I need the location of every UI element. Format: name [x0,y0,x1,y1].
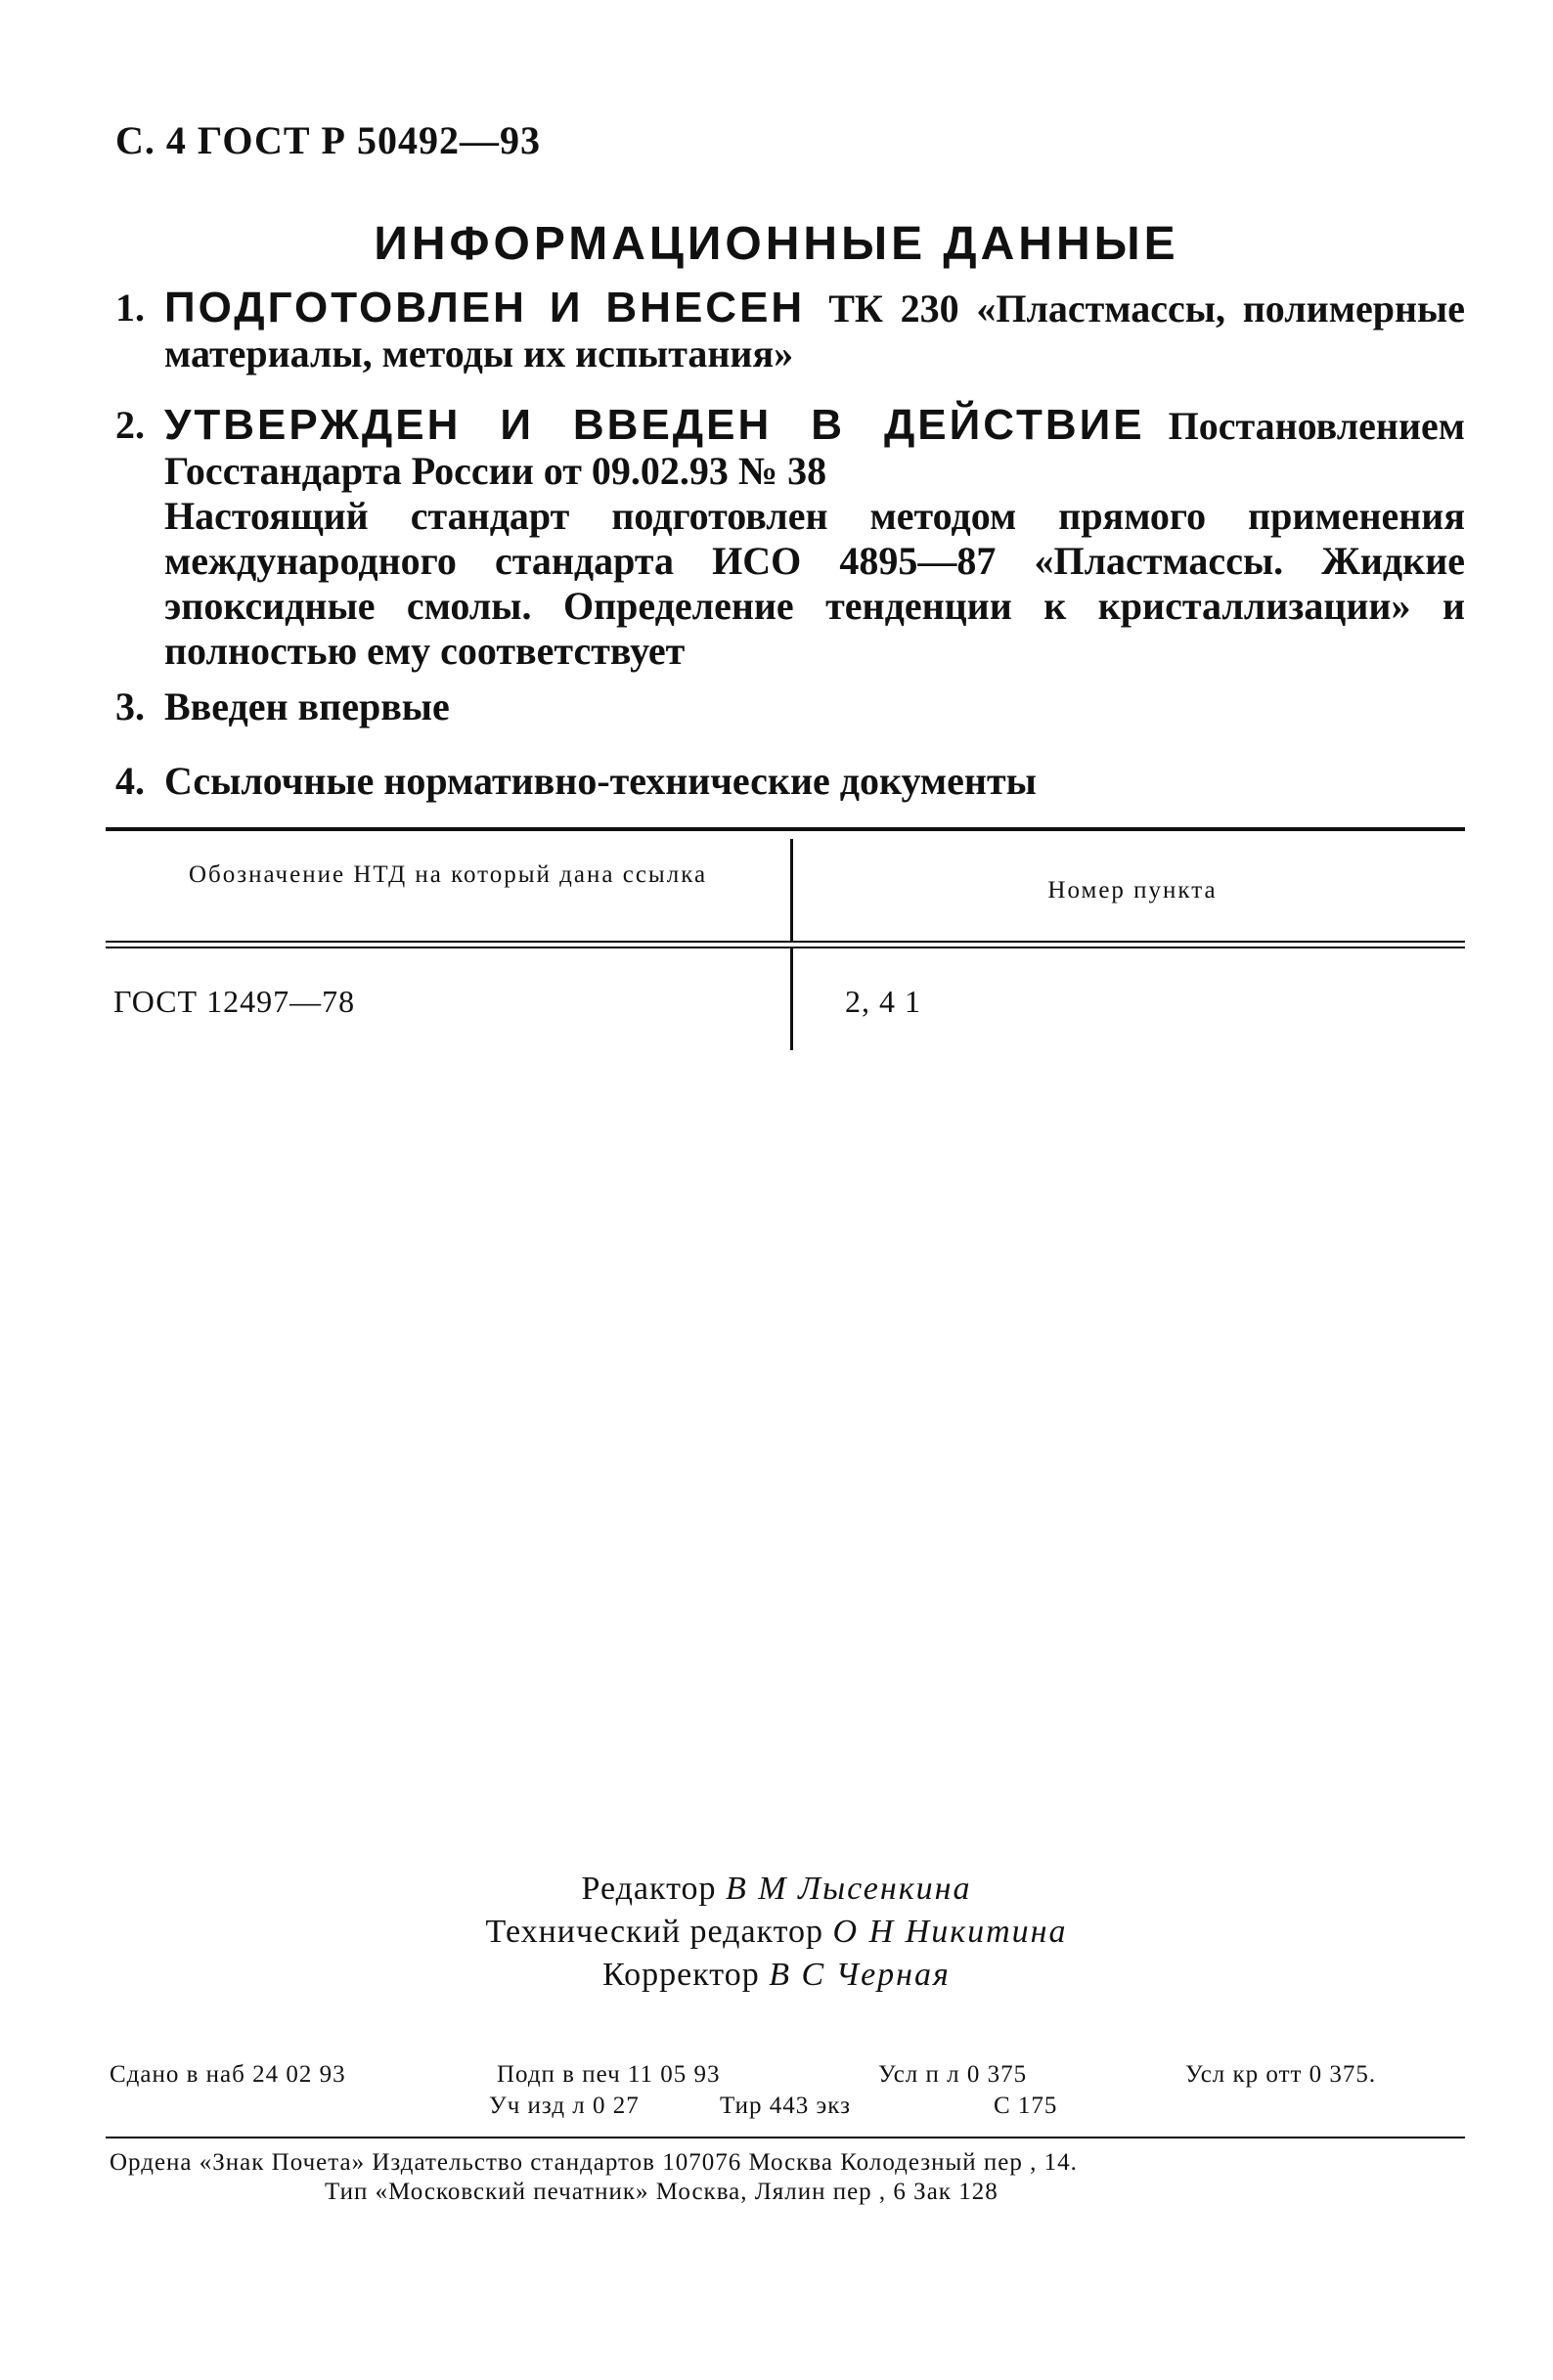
table-header-rule [106,941,1465,943]
page-title: ИНФОРМАЦИОННЫЕ ДАННЫЕ [374,218,1179,270]
item-number: 3. [115,684,145,728]
imprint-print-sheets: Усл п л 0 375 [878,2061,1028,2088]
table-cell-document: ГОСТ 12497—78 [113,984,356,1019]
info-item-1 [115,286,1465,376]
table-top-rule [106,827,1465,831]
item-lead: УТВЕРЖДЕН И ВВЕДЕН В ДЕЙСТВИЕ [164,401,1145,449]
credit-proofreader: Корректор В С Черная [602,1957,951,1993]
item-number: 1. [115,286,145,330]
credit-editor: Редактор В М Лысенкина [581,1871,972,1907]
item-text: Ссылочные нормативно-технические документы [164,759,1037,803]
table-column-divider [790,948,793,1050]
item-number: 2. [115,403,145,447]
item-number: 4. [115,759,145,803]
imprint-color-prints: Усл кр отт 0 375. [1185,2061,1377,2088]
imprint-divider [106,2137,1465,2138]
item-text: Постановлением Госстандарта России от 09.02.93 № 38 [164,404,1465,493]
item-body [164,403,1465,494]
info-item-4 [115,759,1465,804]
table-column-divider [790,839,793,941]
imprint-circulation: Тир 443 экз [720,2093,851,2119]
item-lead: ПОДГОТОВЛЕН И ВНЕСЕН [164,284,806,331]
imprint-pub-sheets: Уч изд л 0 27 [489,2093,640,2119]
table-header-rule-double [106,947,1465,948]
imprint-signed: Подп в печ 11 05 93 [497,2061,721,2088]
table-header-document: Обозначение НТД на который дана ссылка [188,861,708,888]
reference-documents-table [106,827,1465,1050]
imprint-publisher: Ордена «Знак Почета» Издательство стандартов 107076 Москва Колодезный пер , 14. [110,2149,1078,2176]
table-cell-clause: 2, 4 1 [845,984,921,1019]
item-body [164,286,1465,376]
info-item-2 [115,403,1465,674]
table-header-clause: Номер пункта [1047,877,1218,904]
imprint-price: С 175 [994,2093,1058,2119]
item-text: Введен впервые [164,684,450,728]
credits-block [0,1868,1553,1997]
info-item-3 [115,684,1465,729]
item-text: ТК 230 «Пластмассы, полимерные материалы, методы их испытания» [164,286,1465,375]
imprint-sent: Сдано в наб 24 02 93 [110,2061,346,2088]
item-note: Настоящий стандарт подготовлен методом прямого применения международного стандарта ИСО 4895—87 «Пластмассы. Жидкие эпоксидные смолы. Определение тенденции к кристаллизации» и полностью ему соответствует [164,494,1465,673]
imprint-printer: Тип «Московский печатник» Москва, Лялин пер , 6 Зак 128 [325,2179,998,2205]
running-head: С. 4 ГОСТ Р 50492—93 [115,118,541,162]
credit-tech-editor: Технический редактор О Н Никитина [485,1914,1068,1950]
